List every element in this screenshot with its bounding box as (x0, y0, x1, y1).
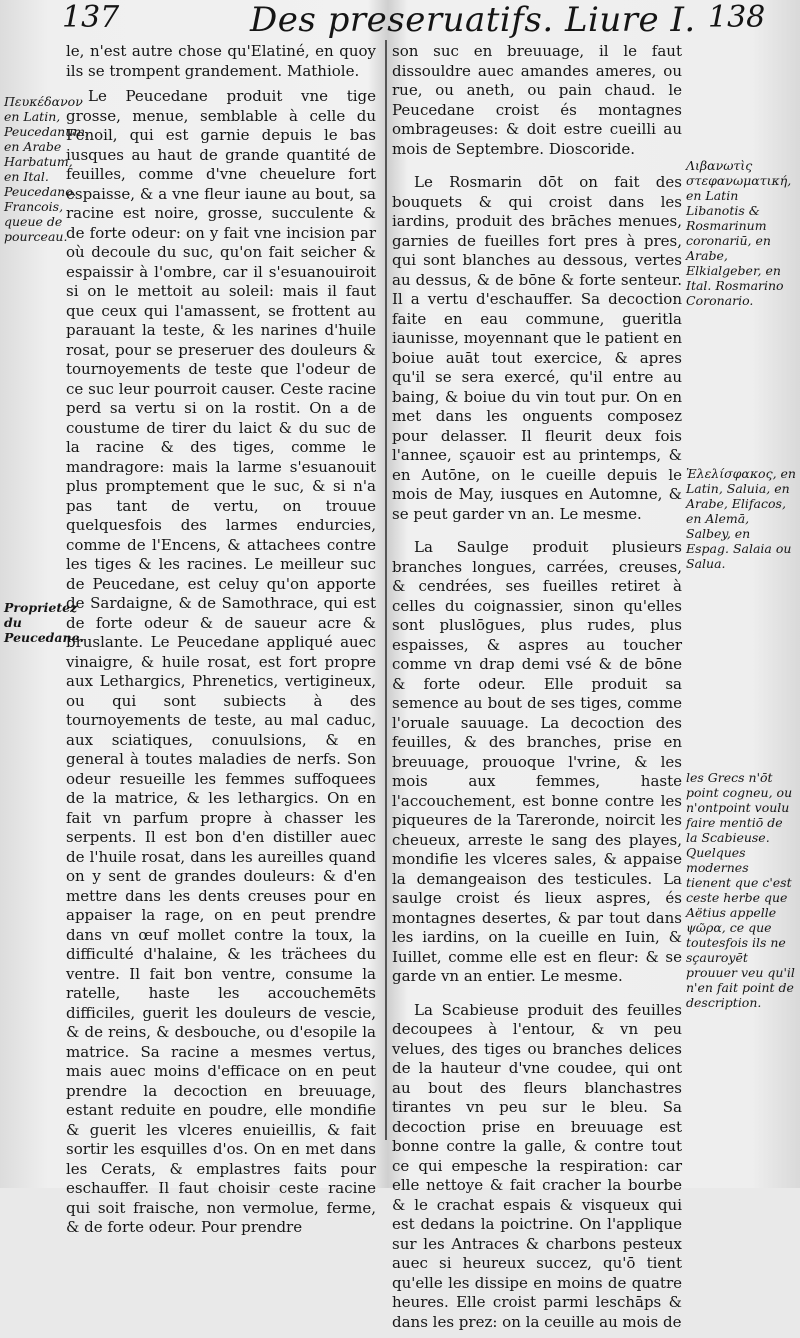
paragraph-scabieuse: La Scabieuse produit des feuilles decoupees à l'entour, & vn peu velues, des tiges ou branches delices de la hauteur d'vne coudee, qui ont au bout des fleurs blanchastres tirantes vn peu sur le bleu. Sa decoction prise en breuuage est bonne contre la galle, & contre tout ce qui empesche la respiration: car elle nettoye & fait cracher la bourbe & le crachat espais & visqueux qui est dedans la poictrine. On l'applique sur les Antraces & charbons pesteux auec si heureux succez, qu'ō tient qu'elle les dissipe en moins de quatre heures. Elle croist parmi leschāps & dans les prez: on la ceuille au mois de (392, 1000, 682, 1331)
paragraph: son suc en breuuage, il le faut dissouldre auec amandes ameres, ou rue, ou aneth, ou pain chaud. le Peucedane croist és montagnes ombrageuses: & doit estre cueilli au mois de Septembre. Dioscoride. (392, 42, 682, 158)
running-title: Des preseruatifs. Liure I. (250, 0, 696, 40)
margin-note-scabieuse: les Grecs n'ōt point cogneu, ou n'ontpoint voulu faire mentiō de la Scabieuse. Quelques modernes tienent que c'est ceste herbe que Aëtius appelle ψῶρα, ce que toutesfois ils ne sçauroyēt prouuer veu qu'il n'en fait point de description. (686, 770, 795, 1010)
margin-note-peucedane-properties: Proprietez du Peucedane. (4, 600, 84, 645)
page-number-right: 138 (708, 0, 766, 35)
left-text-column (66, 42, 376, 1244)
margin-note-saulge-names: Ἐλελίσφακος, en Latin, Saluia, en Arabe, Elifacos, en Alemā, Salbey, en Espag. Salaia ou Salua. (686, 466, 796, 571)
paragraph-rosmarin: Le Rosmarin dōt on fait des bouquets & qui croist dans les iardins, produit des brāches menues, garnies de fueilles fort pres à pres, qui sont blanches au dessous, vertes au dessus, & de bōne & forte senteur. Il a vertu d'eschauffer. Sa decoction faite en eau commune, gueritla iaunisse, moyennant que le patient en boiue auāt tout exercice, & apres qu'il se sera exercé, qu'il entre au baing, & boiue du vin tout pur. On en met dans les onguents composez pour delasser. Il fleurit deux fois l'annee, sçauoir est au printemps, & en Autōne, on le cueille depuis le mois de May, iusques en Automne, & se peut garder vn an. Le mesme. (392, 173, 682, 523)
paragraph-peucedane: Le Peucedane produit vne tige grosse, menue, semblable à celle du Fenoil, qui est garnie depuis le bas iusques au haut de grande quantité de feuilles, comme d'vne cheuelure fort espaisse, & a vne fleur iaune au bout, sa racine est noire, grosse, succulente & de forte odeur: on y fait vne incision par où decoule du suc, qu'on fait seicher & espaissir à l'ombre, car il s'esuanouiroit si on le mettoit au soleil: mais il faut que ceux qui l'amassent, se frottent au parauant la teste, & les narines d'huile rosat, pour se preseruer des douleurs & tournoyements de teste que l'odeur de ce suc leur pourroit causer. Ceste racine perd sa vertu si on la rostit. On a de coustume de tirer du laict & du suc de la racine & des tiges, comme le mandragore: mais la larme s'esuanouit plus promptement que le suc, & si n'a pas tant de vertu, on trouue quelquesfois des larmes endurcies, comme de l'Encens, & attachees contre les tiges & les racines. Le meilleur suc de Peucedane, est celuy qu'on apporte de Sardaigne, & de Samothrace, qui est de forte odeur & de saueur acre & bruslante. Le Peucedane appliqué auec vinaigre, & huile rosat, est fort propre aux Lethargics, Phrenetics, vertigineux, ou qui sont subiects à des tournoyements de teste, au mal caduc, aux sciatiques, conuulsions, & en general à toutes maladies de nerfs. Son odeur resueille les femmes suffoquees de la matrice, & les lethargics. On en fait vn parfum propre à chasser les serpents. Il est bon d'en distiller auec de l'huile rosat, dans les aureilles quand on y sent de grandes douleurs: & d'en mettre dans les dents creuses pour en appaiser la rage, on en peut prendre dans vn œuf mollet contre la toux, la difficulté d'halaine, & les trächees du ventre. Il fait bon ventre, consume la ratelle, haste les accouchemēts difficiles, guerit les douleurs de vescie, & de reins, & desbouche, ou d'esopile la matrice. Sa racine a mesmes vertus, mais auec moins d'efficace on en peut prendre la decoction en breuuage, estant reduite en poudre, elle mondifie & guerit les vlceres enuieillis, & fait sortir les esquilles d'os. On en met dans les Cerats, & emplastres faits pour eschauffer. Il faut choisir ceste racine qui soit fraische, non vermolue, ferme, & de forte odeur. Pour prendre (66, 87, 376, 1236)
page-number-left: 137 (62, 0, 120, 35)
right-text-column (392, 42, 682, 1338)
margin-note-rosmarin-names: Λιβανωτὶς στεφανωματική, en Latin Libanotis & Rosmarinum coronariū, en Arabe, Elkialgeber, en Ital. Rosmarino Coronario. (686, 158, 792, 308)
paragraph-saulge: La Saulge produit plusieurs branches longues, carrées, creuses, & cendrées, ses fueilles retiret à celles du coignassier, sinon qu'elles sont pluslōgues, plus rudes, plus espaisses, & aspres au toucher comme vn drap demi vsé & de bōne & forte odeur. Elle produit sa semence au bout de ses tiges, comme l'oruale sauuage. La decoction des feuilles, & des branches, prise en breuuage, prouoque l'vrine, & les mois aux femmes, haste l'accouchement, est bonne contre les piqueures de la Tareronde, noircit les cheueux, arreste le sang des playes, mondifie les vlceres sales, & appaise la demangeaison des testicules. La saulge croist és lieux aspres, és montagnes desertes, & par tout dans les iardins, on la cueille en Iuin, & Iuillet, comme elle est en fleur: & se garde vn an entier. Le mesme. (392, 538, 682, 985)
paragraph: le, n'est autre chose qu'Elatiné, en quoy ils se trompent grandement. Mathiole. (66, 42, 376, 80)
column-divider (385, 40, 387, 1140)
margin-note-peucedane-names: Πευκέδανον en Latin, Peucedanum, en Arabe Harbatum, en Ital. Peucedano. Francois, queue de pourceau. (4, 94, 90, 244)
page-header (0, 0, 800, 40)
